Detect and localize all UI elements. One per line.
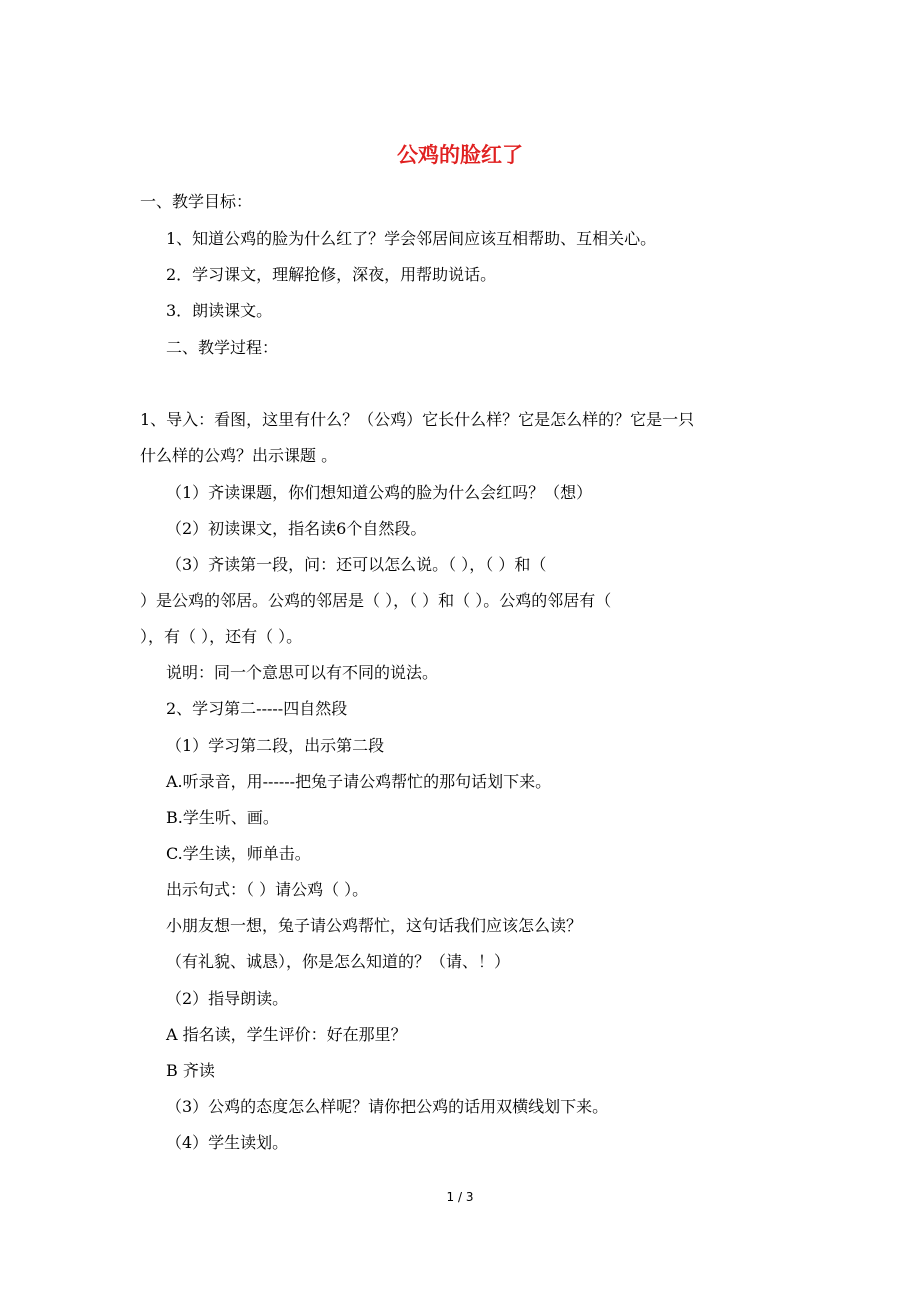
paragraph-line: （4）学生读划。: [166, 1133, 289, 1152]
document-title: 公鸡的脸红了: [397, 143, 523, 167]
paragraph-line: （3）齐读第一段，问：还可以怎么说。（ ），（ ）和（: [166, 555, 547, 574]
paragraph-line: （1）学习第二段，出示第二段: [166, 736, 385, 755]
paragraph-line: 什么样的公鸡？出示课题 。: [140, 446, 338, 465]
paragraph-line: （2）指导朗读。: [166, 989, 289, 1008]
paragraph-line: A.听录音，用------把兔子请公鸡帮忙的那句话划下来。: [166, 772, 552, 791]
paragraph-line: 说明：同一个意思可以有不同的说法。: [166, 663, 439, 682]
goal-item-2: 2．学习课文，理解抢修，深夜，用帮助说话。: [166, 265, 497, 284]
paragraph-line: 1、导入：看图，这里有什么？（公鸡）它长什么样？它是怎么样的？它是一只: [140, 410, 695, 429]
paragraph-line: ），有（ ），还有（ ）。: [140, 627, 303, 646]
paragraph-line: （有礼貌、诚恳），你是怎么知道的？（请、！）: [166, 952, 511, 971]
paragraph-line: ）是公鸡的邻居。公鸡的邻居是（ ），（ ）和（ ）。公鸡的邻居有（: [140, 591, 612, 610]
paragraph-line: 小朋友想一想，兔子请公鸡帮忙，这句话我们应该怎么读？: [166, 916, 583, 935]
paragraph-line: （3）公鸡的态度怎么样呢？请你把公鸡的话用双横线划下来。: [166, 1097, 609, 1116]
paragraph-line: C.学生读，师单击。: [166, 844, 311, 863]
paragraph-line: B 齐读: [166, 1061, 215, 1080]
paragraph-line: 出示句式：（ ）请公鸡（ ）。: [166, 880, 369, 899]
paragraph-line: （1）齐读课题，你们想知道公鸡的脸为什么会红吗？（想）: [166, 483, 593, 502]
goal-item-3: 3．朗读课文。: [166, 301, 273, 320]
paragraph-line: 2、学习第二-----四自然段: [166, 699, 348, 718]
section-heading-goals: 一、教学目标：: [140, 192, 253, 211]
page-indicator: 1 / 3: [446, 1190, 474, 1204]
goal-item-1: 1、知道公鸡的脸为什么红了？学会邻居间应该互相帮助、互相关心。: [166, 229, 657, 248]
paragraph-line: B.学生听、画。: [166, 808, 279, 827]
paragraph-line: （2）初读课文，指名读6个自然段。: [166, 519, 427, 538]
paragraph-line: A 指名读，学生评价：好在那里？: [166, 1025, 407, 1044]
section-heading-process: 二、教学过程：: [166, 338, 279, 357]
